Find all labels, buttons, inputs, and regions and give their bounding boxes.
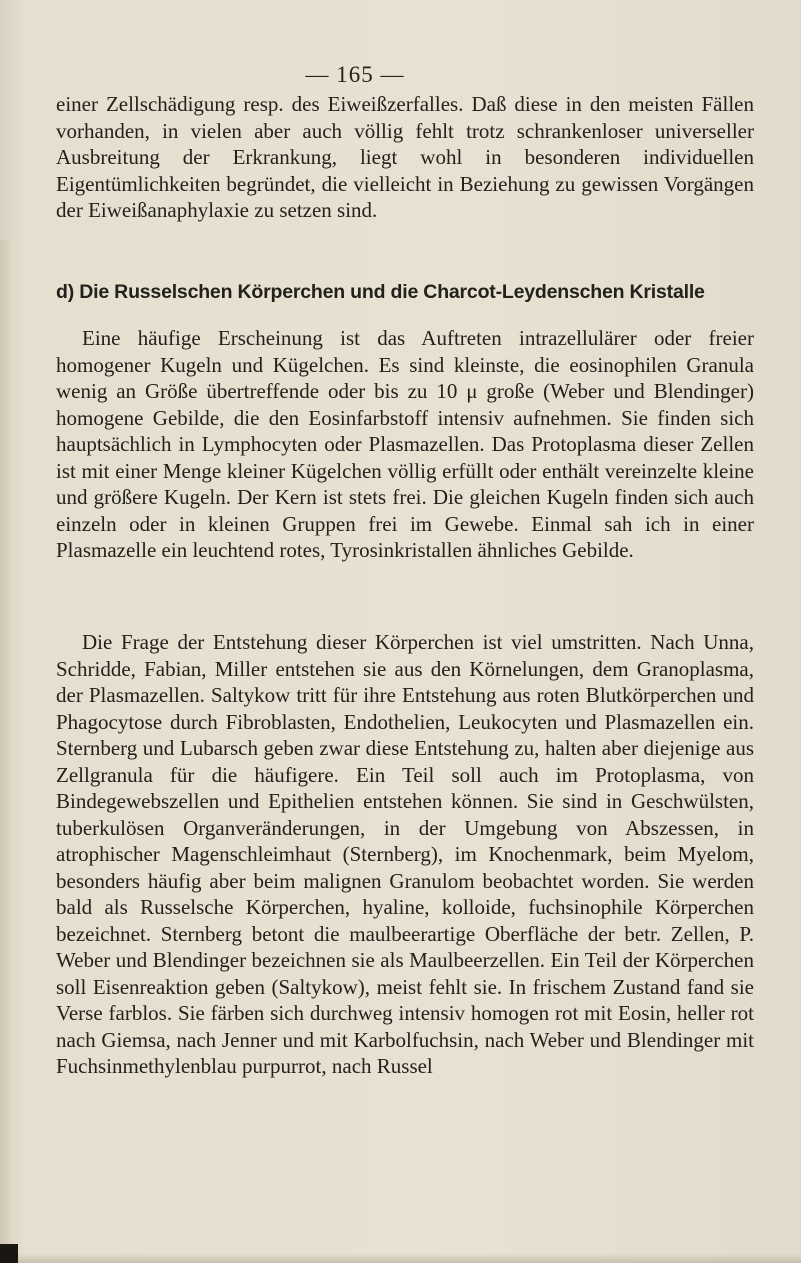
page-bottom-edge-shadow xyxy=(0,1253,801,1263)
paragraph-3: Die Frage der Entstehung dieser Körperchen ist viel umstritten. Nach Unna, Schridde, Fabian, Miller entstehen sie aus den Körnelungen, dem Granoplasma, der Plasmazellen. Saltykow tritt für ihre Entstehung aus roten Blutkörperchen und Phagocytose durch Fibroblasten, Endothelien, Leukocyten und Plasmazellen ein. Sternberg und Lubarsch geben zwar diese Entstehung zu, halten aber diejenige aus Zellgranula für die häufigere. Ein Teil soll auch im Protoplasma, von Bindegewebszellen und Epithelien entstehen können. Sie sind in Geschwülsten, tuberkulösen Organveränderungen, in der Umgebung von Abszessen, in atrophischer Magenschleimhaut (Sternberg), im Knochenmark, beim Myelom, besonders häufig aber beim malignen Granulom beobachtet worden. Sie werden bald als Russelsche Körperchen, hyaline, kolloide, fuchsinophile Körperchen bezeichnet. Sternberg betont die maulbeerartige Oberfläche der betr. Zellen, P. Weber und Blendinger bezeichnen sie als Maulbeerzellen. Ein Teil der Körperchen soll Eisenreaktion geben (Saltykow), meist fehlt sie. In frischem Zustand fand sie Verse farblos. Sie färben sich durchweg intensiv homogen rot mit Eosin, heller rot nach Giemsa, nach Jenner und mit Karbolfuchsin, nach Weber und Blendinger mit Fuchsinmethylenblau purpurrot, nach Russel xyxy=(56,630,754,1078)
page-left-edge-shadow xyxy=(0,240,12,1263)
paragraph-2: Eine häufige Erscheinung ist das Auftreten intrazellulärer oder freier homogener Kugeln und Kügelchen. Es sind kleinste, die eosinophilen Granula wenig an Größe übertreffende oder bis zu 10 μ große (Weber und Blendinger) homogene Gebilde, die den Eosinfarbstoff intensiv aufnehmen. Sie finden sich hauptsächlich in Lymphocyten oder Plasmazellen. Das Protoplasma dieser Zellen ist mit einer Menge kleiner Kügelchen völlig erfüllt oder enthält vereinzelte kleine und größere Kugeln. Der Kern ist stets frei. Die gleichen Kugeln finden sich auch einzeln oder in kleinen Gruppen frei im Gewebe. Einmal sah ich in einer Plasmazelle ein leuchtend rotes, Tyrosinkristallen ähnliches Gebilde. xyxy=(56,326,754,562)
paragraph-1: einer Zellschädigung resp. des Eiweißzerfalles. Daß diese in den meisten Fällen vorhanden, in vielen aber auch völlig fehlt trotz schrankenloser universeller Ausbreitung der Erkrankung, liegt wohl in besonderen individuellen Eigentümlichkeiten begründet, die vielleicht in Beziehung zu gewissen Vorgängen der Eiweißanaphylaxie zu setzen sind. xyxy=(56,92,754,222)
scan-corner-mark xyxy=(0,1244,18,1263)
page-number: — 165 — xyxy=(305,62,405,87)
section-heading: d) Die Russelschen Körperchen und die Charcot-Leydenschen Kristalle xyxy=(56,281,705,303)
